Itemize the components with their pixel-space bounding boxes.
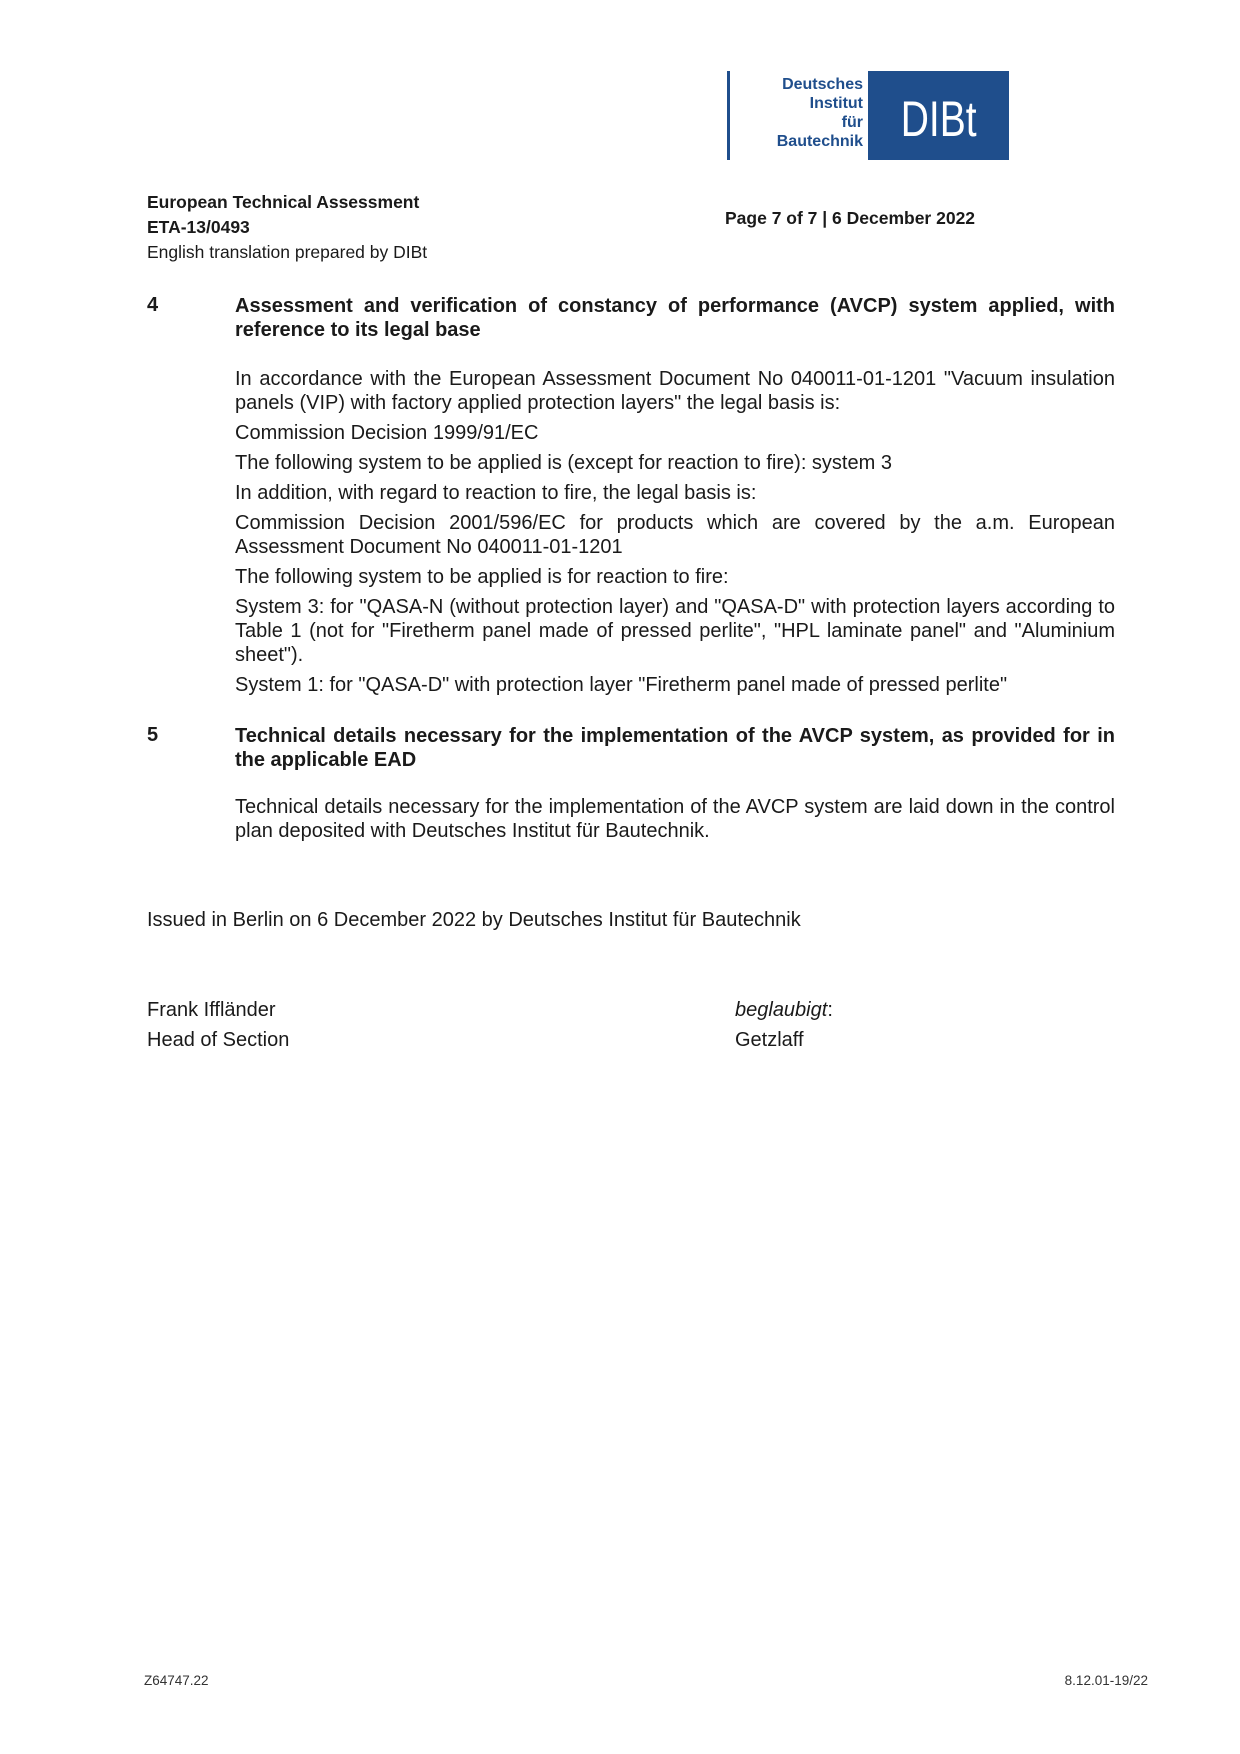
- document-header: [147, 190, 427, 265]
- paragraph: Commission Decision 1999/91/EC: [235, 422, 539, 444]
- dibt-logo: [727, 71, 1017, 160]
- logo-word: Institut: [809, 95, 863, 112]
- logo-rule: [727, 71, 730, 160]
- section-5-number: 5: [147, 724, 159, 746]
- document-type: European Technical Assessment: [147, 192, 420, 212]
- paragraph: System 1: for "QASA-D" with protection layer "Firetherm panel made of pressed perlite": [235, 674, 1008, 696]
- section-4-number: 4: [147, 294, 159, 316]
- section-4-title: Assessment and verification of constancy of performance (AVCP) system applied, with reference to its legal base: [235, 295, 1115, 341]
- paragraph: In accordance with the European Assessment Document No 040011-01-1201 "Vacuum insulation panels (VIP) with factory applied protection layers" the legal basis is:: [235, 368, 1115, 414]
- logo-word: für: [841, 114, 863, 131]
- section-5-title: Technical details necessary for the implementation of the AVCP system, as provided for in the applicable EAD: [235, 725, 1115, 771]
- paragraph: System 3: for "QASA-N (without protection layer) and "QASA-D" with protection layers according to Table 1 (not for "Firetherm panel made of pressed perlite", "HPL laminate panel" and "Aluminium sheet").: [235, 596, 1115, 666]
- paragraph: The following system to be applied is for reaction to fire:: [235, 566, 729, 588]
- certification-block: [735, 995, 833, 1055]
- document-number: ETA-13/0493: [147, 217, 250, 237]
- paragraph: Technical details necessary for the implementation of the AVCP system are laid down in the control plan deposited with Deutsches Institut für Bautechnik.: [235, 796, 1115, 842]
- certified-suffix: :: [827, 999, 833, 1021]
- paragraph: The following system to be applied is (except for reaction to fire): system 3: [235, 452, 892, 474]
- footer-reference-left: Z64747.22: [144, 1673, 209, 1688]
- certified-label: beglaubigt: [735, 999, 828, 1021]
- logo-mark-text: DIBt: [900, 90, 977, 147]
- issued-statement: Issued in Berlin on 6 December 2022 by Deutsches Institut für Bautechnik: [147, 909, 801, 931]
- logo-wordmark: [731, 75, 863, 151]
- signatory-block: [147, 995, 289, 1055]
- translation-note: English translation prepared by DIBt: [147, 242, 428, 262]
- logo-mark: [868, 71, 1009, 160]
- signatory-role: Head of Section: [147, 1029, 290, 1051]
- logo-word: Bautechnik: [776, 133, 863, 150]
- paragraph: Commission Decision 2001/596/EC for products which are covered by the a.m. European Assessment Document No 040011-01-1201: [235, 512, 1115, 558]
- certification-line: [735, 995, 833, 1025]
- page-info: Page 7 of 7 | 6 December 2022: [725, 208, 976, 228]
- signatory-name: Frank Iffländer: [147, 999, 276, 1021]
- paragraph: In addition, with regard to reaction to fire, the legal basis is:: [235, 482, 757, 504]
- certified-by: Getzlaff: [735, 1029, 804, 1051]
- logo-word: Deutsches: [782, 76, 863, 93]
- section-4-body: [235, 367, 1115, 703]
- footer-reference-right: 8.12.01-19/22: [1064, 1673, 1148, 1688]
- section-5-body: [235, 795, 1115, 849]
